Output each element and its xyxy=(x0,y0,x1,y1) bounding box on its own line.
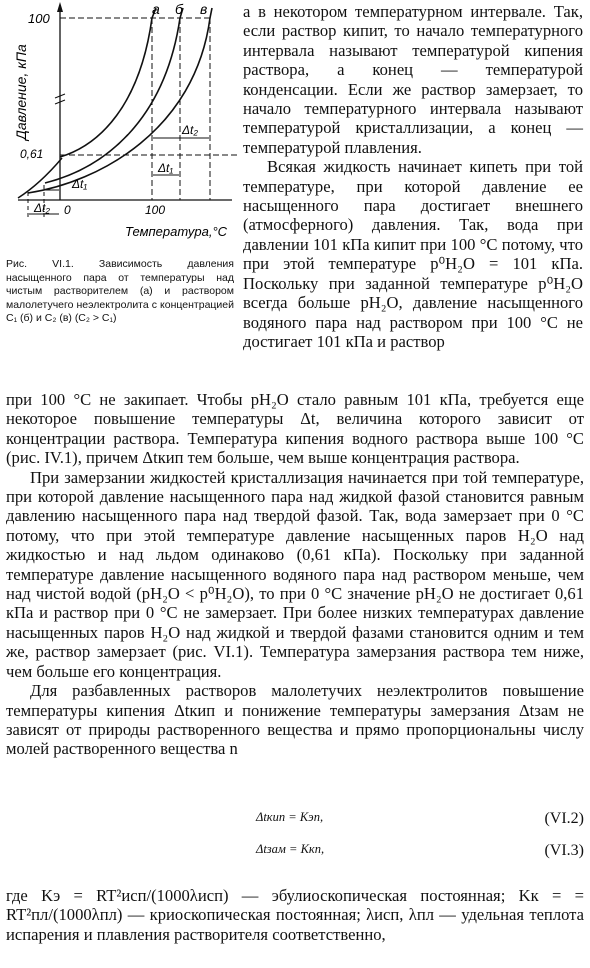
curve-b xyxy=(45,8,183,183)
ice-curve xyxy=(18,158,62,198)
delta-t2-label: Δt₂ xyxy=(34,201,50,215)
right-column xyxy=(243,2,583,351)
paragraph-2-start: Всякая жидкость начинает кипеть при той температуре, при которой давление ее насыщенного пара достигает внешнего (атмосферного) давления. Так, вода при давлении 101 кПа кипит при 100 °С потому, что при этой температуре p⁰H₂O = 101 кПа. Поскольку при заданной температуре p⁰H₂O всегда больше pH₂O, давление насыщенного водяного пара над раствором при 100 °С не достигает 101 кПа и раствор xyxy=(243,157,583,351)
curve-a xyxy=(60,8,156,157)
equation-vi2-number: (VI.2) xyxy=(544,810,584,827)
tick-0: 0 xyxy=(64,203,71,217)
y-axis-arrow xyxy=(57,2,63,12)
tick-061: 0,61 xyxy=(20,147,44,161)
equation-vi3-number: (VI.3) xyxy=(544,842,584,859)
delta-t2-right-label: Δt₂ xyxy=(182,123,198,137)
equation-vi3-formula: Δtзам = Kкn, xyxy=(256,842,325,856)
paragraph-1: а в некотором температурном интервале. Так, если раствор кипит, то начало температурного интервала называют температурой кипения раствора, а конец — температурой конденсации. Если же раствор замерзает, то начало температурного интервала называют температурой кристаллизации, а конец — температурой плавления. xyxy=(243,2,583,157)
constants-definition: где Kэ = RT²исп/(1000λисп) — эбулиоскопическая постоянная; Kк = = RT²пл/(1000λпл) — криоскопическая постоянная; λисп, λпл — удельная теплота испарения и плавления растворителя соответственно, xyxy=(6,886,584,944)
delta-t1-right-label: Δt₁ xyxy=(158,161,174,175)
equation-vi2-formula: Δtкип = Kэn, xyxy=(256,810,324,824)
figure-caption: Рис. VI.1. Зависимость давления насыщенного пара от температуры над чистым растворителем (а) и раствором малолетучего неэлектролита с концентрацией C₁ (б) и C₂ (в) (C₂ > C₁) xyxy=(6,258,234,324)
paragraph-4: Для разбавленных растворов малолетучих неэлектролитов повышение температуры кипения Δtкип и понижение температуры замерзания Δtзам не зависят от природы растворенного вещества и прямо пропорциональны числу молей растворенного вещества n xyxy=(6,681,584,759)
y-axis-label: Давление, кПа xyxy=(13,44,29,140)
curve-v-label: в xyxy=(200,1,208,17)
paragraph-3: При замерзании жидкостей кристаллизация начинается при той температуре, при которой давление насыщенного пара над жидкой фазой становится равным давлению насыщенного пара над твердой фазой. Так, вода замерзает при 0 °С потому, что при этой температуре давление насыщенных паров H₂O над жидкостью и над льдом одинаково (0,61 кПа). Поскольку при заданной температуре давление насыщенного водяного пара над раствором меньше, чем над чистой водой (pH₂O < p⁰H₂O), то при 0 °С значение pH₂O не достигает 0,61 кПа и раствор при 0 °С не замерзает. При более низких температурах давление насыщенных паров H₂O над жидкой и твердой фазами становится одним и тем же, раствор замерзает (рис. VI.1). Температура замерзания раствора тем ниже, чем больше его концентрация. xyxy=(6,467,584,681)
curve-a-label: а xyxy=(152,1,160,17)
x-axis-label: Температура,°С xyxy=(125,224,228,239)
curve-b-label: б xyxy=(175,1,183,17)
tick-100-y: 100 xyxy=(28,11,50,26)
vapor-pressure-figure xyxy=(0,0,240,250)
tick-100-x: 100 xyxy=(145,203,166,217)
body-text xyxy=(6,390,584,759)
delta-t1-label: Δt₁ xyxy=(72,177,88,191)
paragraph-2-continued: при 100 °С не закипает. Чтобы pH₂O стало равным 101 кПа, требуется еще некоторое повышение температуры Δt, величина которого зависит от концентрации раствора. Температура кипения водного раствора выше 100 °С (рис. IV.1), причем Δtкип тем больше, чем выше концентрация раствора. xyxy=(6,390,584,468)
